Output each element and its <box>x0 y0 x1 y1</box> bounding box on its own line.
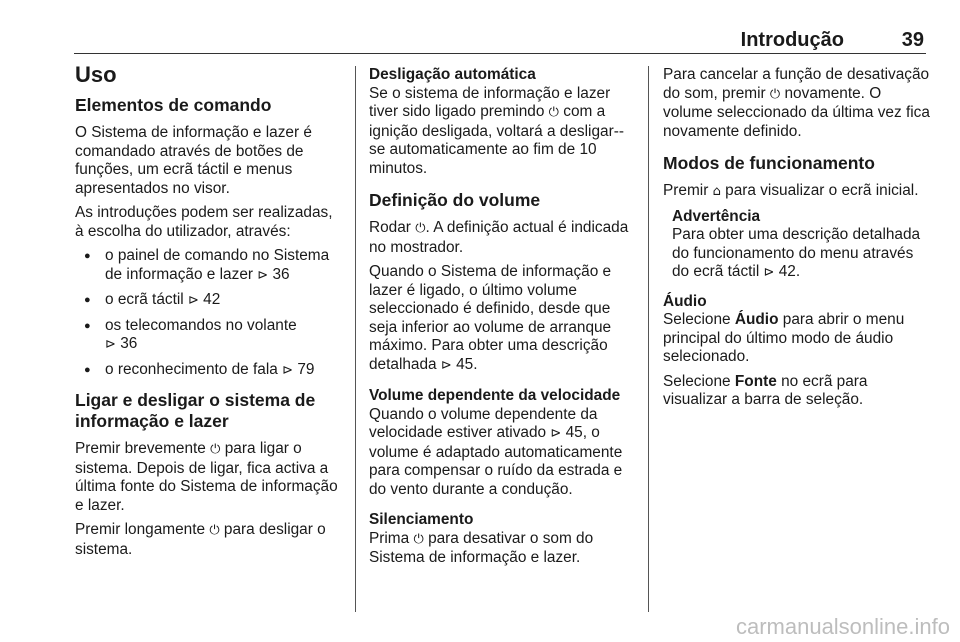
list-item: ● o reconhecimento de fala ⊳ 79 <box>75 361 343 381</box>
column-divider <box>648 66 649 612</box>
page-ref-link[interactable]: 36 <box>120 335 138 352</box>
watermark: carmanualsonline.info <box>735 614 950 639</box>
column-divider <box>355 66 356 612</box>
page-ref-link[interactable]: 45. <box>456 355 478 373</box>
heading-elementos: Elementos de comando <box>75 95 272 115</box>
column-3 <box>663 66 931 416</box>
column-2 <box>369 66 637 574</box>
paragraph: Para cancelar a função de desativação do som, premir ⏻ novamente. O volume seleccionado da última vez fica novamente definido. <box>663 66 930 140</box>
paragraph: Premir longamente ⏻ para desligar o sistema. <box>75 521 326 558</box>
paragraph: Se o sistema de informação e lazer tiver sido ligado premindo ⏻ com a ignição desligada, voltará a desligar--se automaticamente ao fim de 10 minutos. <box>369 84 624 177</box>
power-icon: ⏻ <box>415 221 426 236</box>
paragraph: Quando o volume dependente da velocidade estiver ativado ⊳ 45, o volume é adaptado automaticamente para compensar o ruído da estrada e do vento durante a condução. <box>369 405 623 498</box>
column-1 <box>75 62 343 565</box>
paragraph: Quando o Sistema de informação e lazer é ligado, o último volume seleccionado é definido, desde que seja inferior ao volume de arranque máximo. Para obter uma descrição detalhada ⊳ 45. <box>369 263 612 373</box>
list-item: ● o painel de comando no Sistema de informação e lazer ⊳ 36 <box>75 247 343 285</box>
note-text: Para obter uma descrição detalhada do funcionamento do menu através do ecrã táctil ⊳ 42. <box>672 226 921 280</box>
heading-volume: Definição do volume <box>369 190 541 210</box>
heading-volume-velocidade: Volume dependente da velocidade <box>369 387 621 404</box>
reference-arrow-icon: ⊳ <box>763 265 775 280</box>
power-icon: ⏻ <box>413 531 424 547</box>
audio-keyword: Áudio <box>734 311 779 328</box>
input-methods-list <box>75 247 343 380</box>
page-number: 39 <box>901 29 924 51</box>
heading-ligar-desligar: Ligar e desligar o sistema de informação e lazer <box>75 390 316 431</box>
page-ref-link[interactable]: 42 <box>203 291 221 308</box>
page-header <box>74 27 926 54</box>
home-icon: ⌂ <box>712 184 721 199</box>
header-title: Introdução <box>740 29 844 51</box>
paragraph: Prima ⏻ para desativar o som do Sistema de informação e lazer. <box>369 529 594 566</box>
paragraph: Selecione Fonte no ecrã para visualizar a barra de seleção. <box>663 372 868 408</box>
paragraph: Premir ⌂ para visualizar o ecrã inicial. <box>663 182 919 199</box>
reference-arrow-icon: ⊳ <box>105 337 116 352</box>
paragraph: O Sistema de informação e lazer é comandado através de botões de funções, um ecrã táctil e menus apresentados no visor. <box>75 124 312 197</box>
power-icon: ⏻ <box>210 442 221 457</box>
section-title-uso: Uso <box>75 62 117 87</box>
power-icon: ⏻ <box>548 105 559 120</box>
reference-arrow-icon: ⊳ <box>440 357 452 373</box>
heading-desligacao: Desligação automática <box>369 66 536 83</box>
page-ref-link[interactable]: 36 <box>272 265 290 283</box>
reference-arrow-icon: ⊳ <box>187 293 199 308</box>
heading-audio: Áudio <box>663 292 707 310</box>
list-item: ● o ecrã táctil ⊳ 42 <box>75 291 343 311</box>
page-ref-link[interactable]: 79 <box>297 360 315 378</box>
page-ref-link[interactable]: 42. <box>778 263 801 280</box>
heading-silenciamento: Silenciamento <box>369 511 474 528</box>
paragraph: As introduções podem ser realizadas, à escolha do utilizador, através: <box>75 204 333 240</box>
reference-arrow-icon: ⊳ <box>282 362 294 378</box>
paragraph: Rodar ⏻. A definição actual é indicada no mostrador. <box>369 219 629 256</box>
power-icon: ⏻ <box>209 523 220 538</box>
list-item: ● os telecomandos no volante ⊳ 36 <box>75 317 343 355</box>
power-icon: ⏻ <box>769 86 781 102</box>
fonte-keyword: Fonte <box>734 372 777 390</box>
paragraph: Selecione Áudio para abrir o menu principal do último modo de áudio selecionado. <box>663 311 905 365</box>
heading-modos: Modos de funcionamento <box>663 153 875 173</box>
page-ref-link[interactable]: 45 <box>565 424 583 441</box>
reference-arrow-icon: ⊳ <box>257 267 269 283</box>
paragraph: Premir brevemente ⏻ para ligar o sistema. Depois de ligar, fica activa a última fonte do Sistema de informação e lazer. <box>75 440 338 514</box>
note-box <box>663 208 931 283</box>
note-title: Advertência <box>672 207 761 225</box>
reference-arrow-icon: ⊳ <box>550 426 562 441</box>
